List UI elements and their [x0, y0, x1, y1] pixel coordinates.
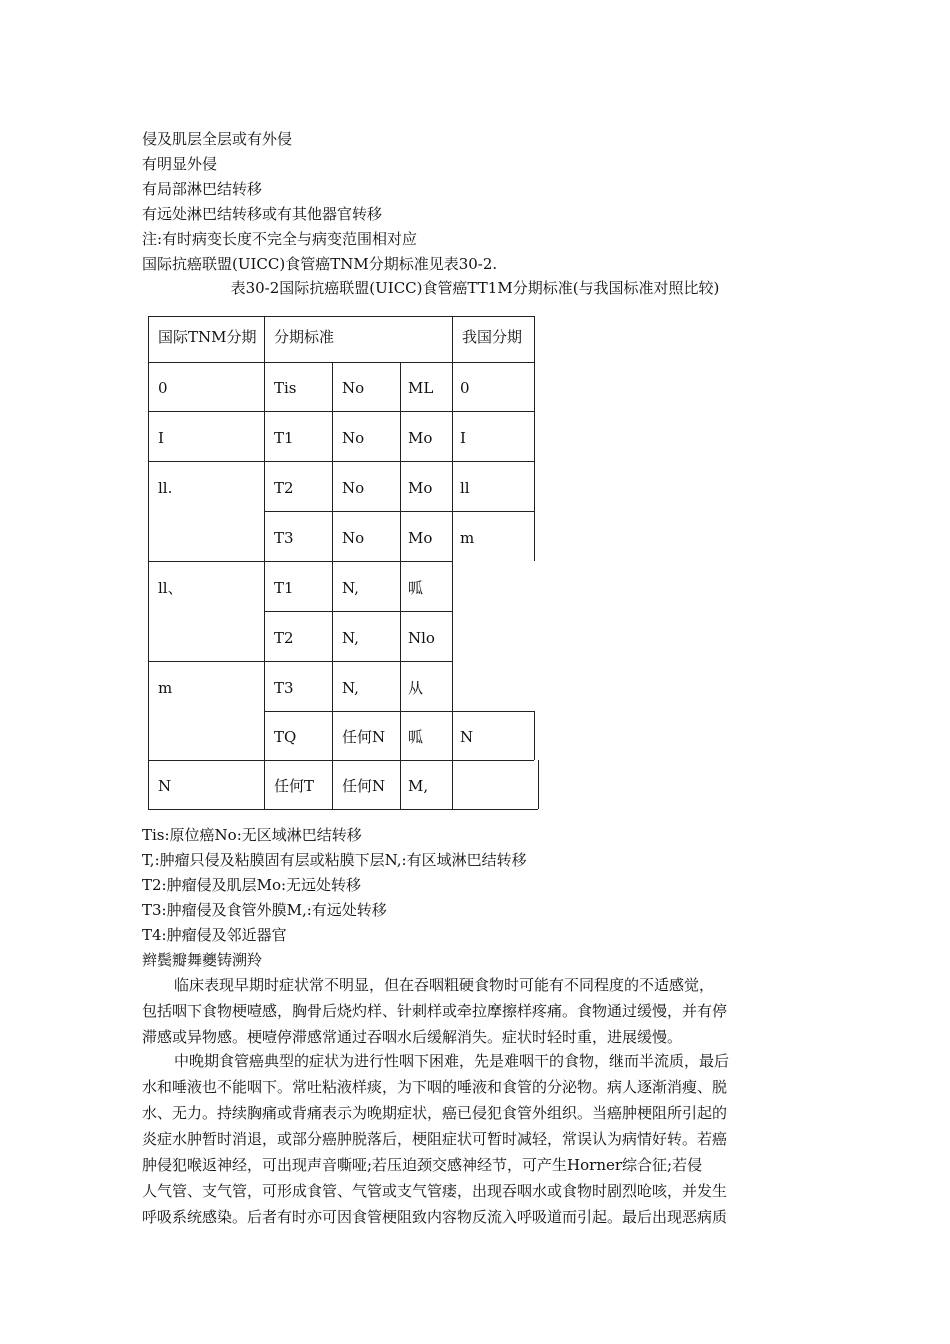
- cell-cn: 0: [460, 379, 470, 397]
- table-rule: [148, 661, 452, 662]
- note-line: T3:肿瘤侵及食管外膜M,:有远处转移: [142, 901, 387, 919]
- cell-t: T2: [274, 629, 294, 647]
- cell-stage: 0: [158, 379, 168, 397]
- table-rule: [148, 561, 452, 562]
- table-rule: [534, 711, 535, 760]
- intro-line: 侵及肌层全层或有外侵: [142, 130, 293, 148]
- cell-n: N,: [342, 579, 359, 597]
- cell-cn: I: [460, 429, 466, 447]
- header-cn-stage: 我国分期: [462, 328, 523, 346]
- cell-stage: ll、: [158, 579, 183, 597]
- cell-t: 任何T: [274, 777, 315, 795]
- header-criteria: 分期标准: [274, 328, 335, 346]
- cell-n: No: [342, 429, 365, 447]
- cell-n: No: [342, 479, 365, 497]
- table-rule: [148, 411, 534, 412]
- note-line: Tis:原位癌No:无区域淋巴结转移: [142, 826, 362, 844]
- paragraph-line: 人气管、支气管，可形成食管、气管或支气管瘘，出现吞咽水或食物时剧烈呛咳，并发生: [142, 1182, 728, 1200]
- cell-t: T3: [274, 679, 294, 697]
- cell-t: T1: [274, 579, 294, 597]
- note-line: T4:肿瘤侵及邻近器官: [142, 926, 287, 944]
- paragraph-line: 临床表现早期时症状常不明显，但在吞咽粗硬食物时可能有不同程度的不适感觉，: [174, 976, 715, 994]
- note-line: T2:肿瘤侵及肌层Mo:无远处转移: [142, 876, 362, 894]
- intro-line: 注:有时病变长度不完全与病变范围相对应: [142, 230, 418, 248]
- cell-stage: I: [158, 429, 164, 447]
- table-rule: [538, 760, 539, 809]
- cell-n: N,: [342, 629, 359, 647]
- table-rule: [264, 316, 265, 809]
- cell-cn: N: [460, 728, 474, 746]
- cell-m: ML: [408, 379, 434, 397]
- cell-stage: N: [158, 777, 172, 795]
- paragraph-line: 中晚期食管癌典型的症状为进行性咽下困难，先是难咽干的食物，继而半流质，最后: [174, 1052, 730, 1070]
- header-intl-stage: 国际TNM分期: [158, 328, 257, 346]
- note-line: T,:肿瘤只侵及粘膜固有层或粘膜下层N,:有区域淋巴结转移: [142, 851, 527, 869]
- section-heading: 辫鬓瓣舞夔铸溯羚: [142, 951, 263, 969]
- table-rule: [148, 362, 534, 363]
- table-rule: [264, 511, 534, 512]
- cell-m: Mo: [408, 529, 433, 547]
- cell-t: Tis: [274, 379, 297, 397]
- cell-n: 任何N: [342, 777, 386, 795]
- cell-n: No: [342, 529, 365, 547]
- paragraph: [142, 972, 798, 1050]
- table-rule: [148, 461, 534, 462]
- table-rule: [332, 362, 333, 809]
- paragraph-line: 肿侵犯喉返神经，可出现声音嘶哑;若压迫颈交感神经节，可产生Horner综合征;若侵: [142, 1156, 703, 1174]
- table-rule: [148, 316, 149, 809]
- cell-m: Mo: [408, 429, 433, 447]
- cell-m: Mo: [408, 479, 433, 497]
- table-rule: [264, 711, 534, 712]
- paragraph-line: 呼吸系统感染。后者有时亦可因食管梗阻致内容物反流入呼吸道而引起。最后出现恶病质: [142, 1208, 728, 1226]
- cell-cn: m: [460, 529, 475, 547]
- table-rule: [452, 316, 453, 809]
- table-rule: [534, 316, 535, 561]
- cell-stage: ll.: [158, 479, 173, 497]
- cell-n: No: [342, 379, 365, 397]
- intro-line: 有局部淋巴结转移: [142, 180, 263, 198]
- table-caption: 表30-2国际抗癌联盟(UICC)食管癌TT1M分期标准(与我国标准对照比较): [230, 279, 720, 297]
- cell-cn: ll: [460, 479, 470, 497]
- table-rule: [400, 362, 401, 809]
- intro-line: 有明显外侵: [142, 155, 218, 173]
- intro-line: 国际抗癌联盟(UICC)食管癌TNM分期标准见表30-2.: [142, 255, 498, 273]
- cell-m: 呱: [408, 579, 424, 597]
- cell-m: M,: [408, 777, 429, 795]
- paragraph-line: 炎症水肿暂时消退，或部分癌肿脱落后，梗阻症状可暂时减轻，常误认为病情好转。若癌: [142, 1130, 728, 1148]
- intro-line: 有远处淋巴结转移或有其他器官转移: [142, 205, 383, 223]
- cell-m: Nlo: [408, 629, 435, 647]
- cell-stage: m: [158, 679, 173, 697]
- paragraph-line: 水和唾液也不能咽下。常吐粘液样痰，为下咽的唾液和食管的分泌物。病人逐渐消瘦、脱: [142, 1078, 728, 1096]
- cell-n: 任何N: [342, 728, 386, 746]
- cell-n: N,: [342, 679, 359, 697]
- paragraph: [142, 1048, 798, 1230]
- cell-t: T1: [274, 429, 294, 447]
- cell-t: T2: [274, 479, 294, 497]
- paragraph-line: 水、无力。持续胸痛或背痛表示为晚期症状，癌已侵犯食管外组织。当癌肿梗阻所引起的: [142, 1104, 728, 1122]
- cell-m: 从: [408, 679, 424, 697]
- table-rule: [148, 316, 534, 317]
- cell-t: T3: [274, 529, 294, 547]
- table-rule: [148, 809, 538, 810]
- paragraph-line: 滞感或异物感。梗噎停滞感常通过吞咽水后缓解消失。症状时轻时重，进展缓慢。: [142, 1028, 683, 1046]
- paragraph-line: 包括咽下食物梗噎感，胸骨后烧灼样、针刺样或牵拉摩擦样疼痛。食物通过缓慢，并有停: [142, 1002, 728, 1020]
- table-rule: [148, 760, 534, 761]
- table-rule: [264, 611, 452, 612]
- cell-m: 呱: [408, 728, 424, 746]
- cell-t: TQ: [274, 728, 297, 746]
